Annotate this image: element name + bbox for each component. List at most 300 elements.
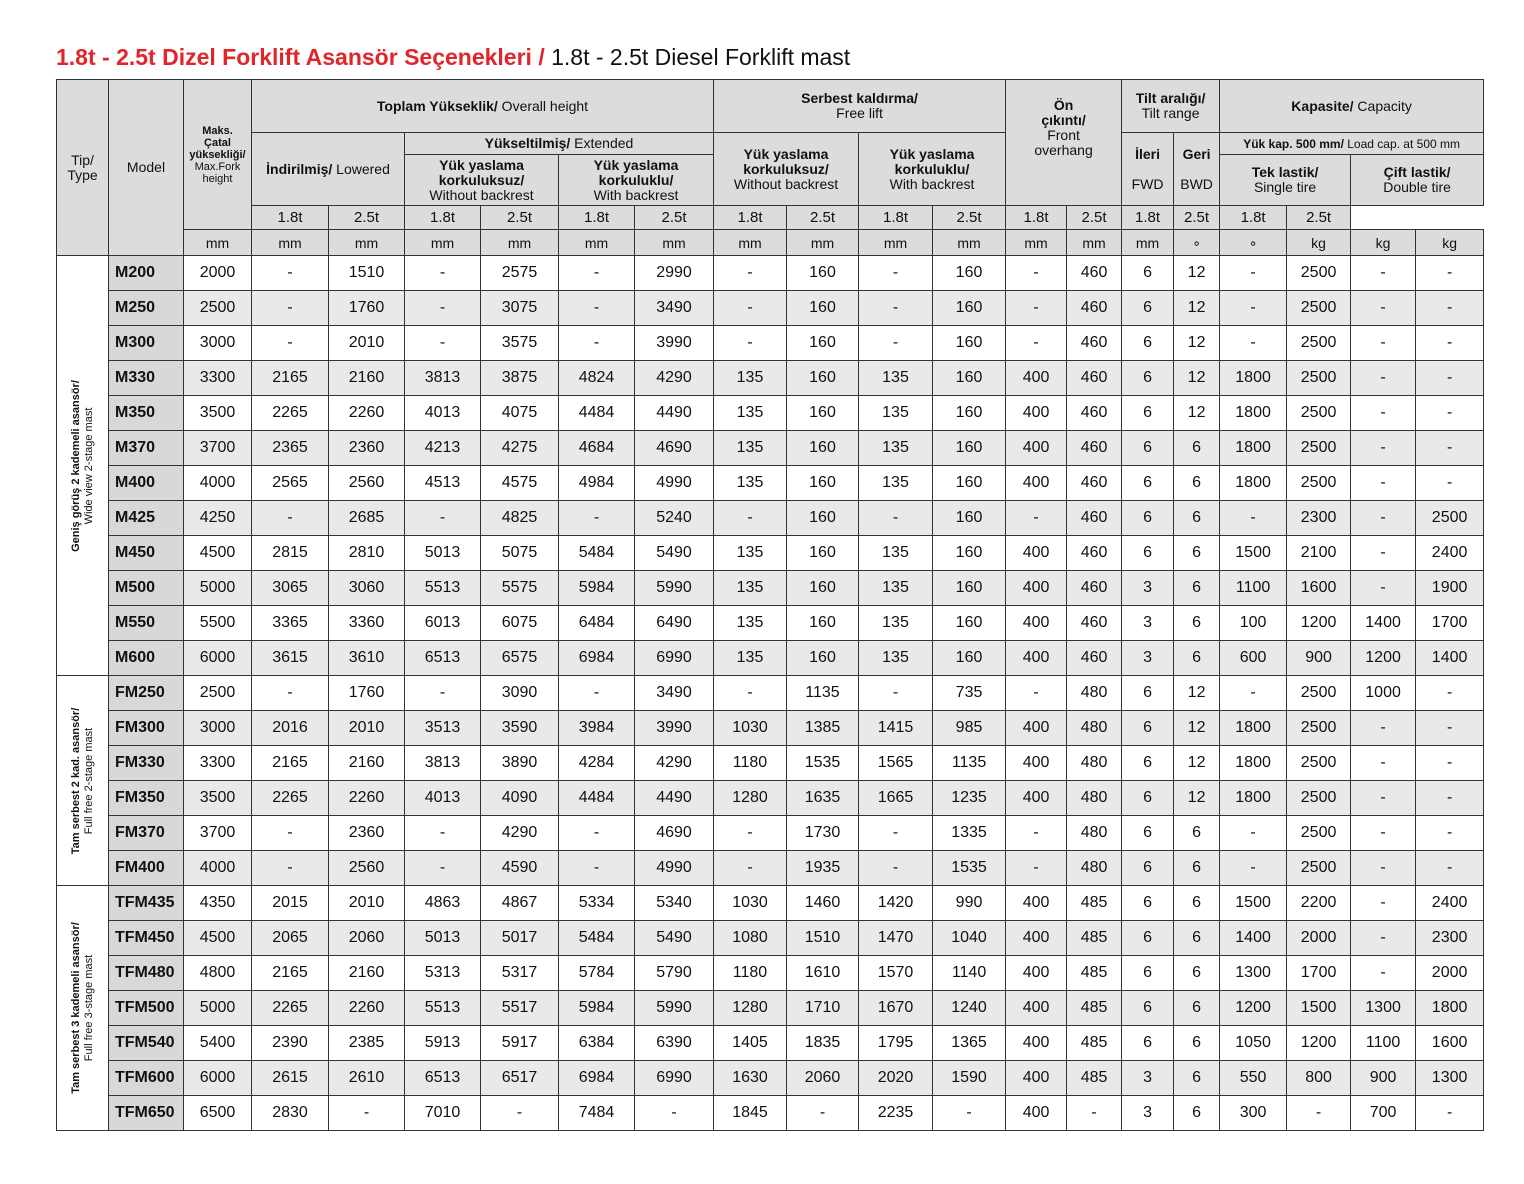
value-cell: 2160 (329, 361, 405, 396)
value-cell: 2500 (1287, 851, 1351, 886)
value-cell: 4000 (184, 466, 252, 501)
group-label-tr: Tam serbest 3 kademeli asansör/ (69, 922, 82, 1094)
value-cell: 1670 (859, 991, 933, 1026)
value-cell: 3990 (635, 326, 714, 361)
value-cell: - (559, 816, 635, 851)
value-cell: 2500 (184, 291, 252, 326)
value-cell: - (1416, 396, 1484, 431)
value-cell: 300 (1220, 1096, 1287, 1131)
value-cell: 1280 (714, 781, 787, 816)
value-cell: 3984 (559, 711, 635, 746)
value-cell: 135 (714, 466, 787, 501)
value-cell: - (252, 816, 329, 851)
value-cell: 3 (1122, 606, 1174, 641)
value-cell: 1240 (933, 991, 1006, 1026)
value-cell: 4484 (559, 781, 635, 816)
value-cell: 3875 (481, 361, 559, 396)
value-cell: 400 (1006, 466, 1067, 501)
model-cell: FM330 (109, 746, 184, 781)
value-cell: - (1220, 676, 1287, 711)
value-cell: 1500 (1287, 991, 1351, 1026)
model-cell: M400 (109, 466, 184, 501)
value-cell: 6 (1122, 991, 1174, 1026)
value-cell: - (714, 326, 787, 361)
value-cell: 460 (1067, 536, 1122, 571)
value-cell: 6000 (184, 641, 252, 676)
value-cell: 6 (1122, 466, 1174, 501)
value-cell: - (1351, 886, 1416, 921)
table-row (57, 326, 1484, 361)
value-cell: 12 (1174, 676, 1220, 711)
value-cell: 2265 (252, 991, 329, 1026)
value-cell: 135 (859, 536, 933, 571)
value-cell: 5575 (481, 571, 559, 606)
value-cell: 6 (1122, 711, 1174, 746)
value-cell: - (787, 1096, 859, 1131)
table-row (57, 641, 1484, 676)
value-cell: 2500 (1287, 711, 1351, 746)
value-cell: 5317 (481, 956, 559, 991)
value-cell: - (252, 291, 329, 326)
table-row (57, 606, 1484, 641)
table-row (57, 396, 1484, 431)
value-cell: 1500 (1220, 886, 1287, 921)
table-row (57, 361, 1484, 396)
value-cell: 160 (933, 466, 1006, 501)
value-cell: - (1351, 851, 1416, 886)
value-cell: - (1220, 326, 1287, 361)
value-cell: 6500 (184, 1096, 252, 1131)
group-label-en: Wide view 2-stage mast (82, 407, 95, 524)
value-cell: 400 (1006, 431, 1067, 466)
value-cell: 460 (1067, 501, 1122, 536)
value-cell: 6 (1122, 781, 1174, 816)
value-cell: 3890 (481, 746, 559, 781)
value-cell: 4075 (481, 396, 559, 431)
value-cell: 6013 (405, 606, 481, 641)
value-cell: 12 (1174, 256, 1220, 291)
value-cell: 6 (1174, 536, 1220, 571)
value-cell: 160 (787, 606, 859, 641)
value-cell: 3500 (184, 396, 252, 431)
value-cell: 2685 (329, 501, 405, 536)
value-cell: - (714, 501, 787, 536)
header-model: Model (109, 80, 184, 256)
value-cell: 4000 (184, 851, 252, 886)
value-cell: 2160 (329, 956, 405, 991)
value-cell: 1415 (859, 711, 933, 746)
value-cell: 400 (1006, 781, 1067, 816)
value-cell: 135 (859, 606, 933, 641)
value-cell: 460 (1067, 361, 1122, 396)
value-cell: - (1220, 256, 1287, 291)
header-capacity: Kapasite/ Capacity (1220, 80, 1484, 133)
value-cell: 160 (933, 501, 1006, 536)
value-cell: 1800 (1220, 746, 1287, 781)
value-cell: 3060 (329, 571, 405, 606)
value-cell: 2000 (184, 256, 252, 291)
header-type: Tip/ Type (57, 80, 109, 256)
group-label-tr: Geniş görüş 2 kademeli asansör/ (69, 379, 82, 552)
value-cell: 1935 (787, 851, 859, 886)
value-cell: 1470 (859, 921, 933, 956)
value-cell: - (405, 816, 481, 851)
value-cell: 2500 (1287, 291, 1351, 326)
value-cell: 2016 (252, 711, 329, 746)
value-cell: 460 (1067, 396, 1122, 431)
group-label-tr: Tam serbest 2 kad. asansör/ (69, 707, 82, 854)
value-cell: 5984 (559, 991, 635, 1026)
value-cell: 2360 (329, 431, 405, 466)
value-cell: 4290 (635, 361, 714, 396)
value-cell: - (1351, 571, 1416, 606)
value-cell: 1570 (859, 956, 933, 991)
value-cell: - (1220, 816, 1287, 851)
table-row (57, 256, 1484, 291)
value-cell: - (1006, 816, 1067, 851)
table-row (57, 851, 1484, 886)
value-cell: - (1006, 676, 1067, 711)
value-cell: 160 (787, 536, 859, 571)
value-cell: - (1006, 291, 1067, 326)
value-cell: - (405, 256, 481, 291)
table-row (57, 886, 1484, 921)
value-cell: 6990 (635, 1061, 714, 1096)
table-row (57, 1096, 1484, 1131)
value-cell: 400 (1006, 711, 1067, 746)
value-cell: - (1220, 291, 1287, 326)
value-cell: 135 (714, 571, 787, 606)
value-cell: - (1287, 1096, 1351, 1131)
value-cell: 2060 (787, 1061, 859, 1096)
value-cell: 2165 (252, 746, 329, 781)
value-cell: 3090 (481, 676, 559, 711)
value-cell: 460 (1067, 466, 1122, 501)
value-cell: - (1006, 256, 1067, 291)
value-cell: 12 (1174, 396, 1220, 431)
value-cell: 5990 (635, 991, 714, 1026)
value-cell: 1100 (1220, 571, 1287, 606)
table-row (57, 816, 1484, 851)
value-cell: 2610 (329, 1061, 405, 1096)
value-cell: 2360 (329, 816, 405, 851)
model-cell: M600 (109, 641, 184, 676)
value-cell: 2400 (1416, 536, 1484, 571)
model-cell: FM300 (109, 711, 184, 746)
value-cell: - (714, 851, 787, 886)
header-front-overhang: Ön çıkıntı/ Front overhang (1006, 80, 1122, 206)
value-cell: 5490 (635, 921, 714, 956)
model-cell: FM400 (109, 851, 184, 886)
table-row (57, 501, 1484, 536)
table-row (57, 431, 1484, 466)
value-cell: - (559, 676, 635, 711)
value-cell: 3575 (481, 326, 559, 361)
value-cell: - (329, 1096, 405, 1131)
value-cell: 160 (933, 396, 1006, 431)
value-cell: 1420 (859, 886, 933, 921)
value-cell: 2265 (252, 781, 329, 816)
value-cell: 4284 (559, 746, 635, 781)
table-row (57, 921, 1484, 956)
value-cell: 1710 (787, 991, 859, 1026)
value-cell: 900 (1287, 641, 1351, 676)
value-cell: 2235 (859, 1096, 933, 1131)
value-cell: 160 (787, 291, 859, 326)
value-cell: 400 (1006, 536, 1067, 571)
value-cell: 6 (1174, 956, 1220, 991)
value-cell: 6 (1122, 326, 1174, 361)
value-cell: 2260 (329, 781, 405, 816)
value-cell: 6 (1174, 466, 1220, 501)
value-cell: 700 (1351, 1096, 1416, 1131)
value-cell: 4990 (635, 466, 714, 501)
value-cell: 1335 (933, 816, 1006, 851)
value-cell: 1235 (933, 781, 1006, 816)
value-cell: 6 (1122, 886, 1174, 921)
model-cell: TFM480 (109, 956, 184, 991)
value-cell: 2400 (1416, 886, 1484, 921)
header-ext-with-backrest: Yük yaslama korkuluklu/ With backrest (559, 155, 714, 206)
value-cell: 1300 (1220, 956, 1287, 991)
value-cell: 160 (933, 641, 1006, 676)
value-cell: 5517 (481, 991, 559, 1026)
table-row (57, 1026, 1484, 1061)
value-cell: 1510 (329, 256, 405, 291)
value-cell: 6 (1122, 676, 1174, 711)
value-cell: 4250 (184, 501, 252, 536)
value-cell: 1300 (1351, 991, 1416, 1026)
group-label-en: Full free 3-stage mast (82, 954, 95, 1062)
value-cell: 2830 (252, 1096, 329, 1131)
value-cell: 1795 (859, 1026, 933, 1061)
header-single-tire: Tek lastik/ Single tire (1220, 155, 1351, 206)
value-cell: 480 (1067, 676, 1122, 711)
value-cell: - (1416, 816, 1484, 851)
value-cell: 480 (1067, 816, 1122, 851)
value-cell: 4684 (559, 431, 635, 466)
value-cell: 1030 (714, 886, 787, 921)
header-units-row: mm mm mm mm mm mm mm mm mm mm mm mm mm mm ∘ ∘ kg kg kg (57, 230, 1484, 256)
page-title (56, 44, 850, 71)
value-cell: 6 (1122, 291, 1174, 326)
value-cell: - (1351, 291, 1416, 326)
value-cell: 160 (787, 396, 859, 431)
value-cell: 4500 (184, 536, 252, 571)
value-cell: 460 (1067, 606, 1122, 641)
value-cell: 5490 (635, 536, 714, 571)
value-cell: 5484 (559, 536, 635, 571)
value-cell: 1800 (1220, 466, 1287, 501)
value-cell: 400 (1006, 396, 1067, 431)
value-cell: - (1416, 1096, 1484, 1131)
value-cell: 6384 (559, 1026, 635, 1061)
value-cell: 4290 (481, 816, 559, 851)
value-cell: 6000 (184, 1061, 252, 1096)
value-cell: 1800 (1220, 711, 1287, 746)
header-load-cap: Yük kap. 500 mm/ Load cap. at 500 mm (1220, 133, 1484, 155)
value-cell: 5240 (635, 501, 714, 536)
value-cell: 2500 (1287, 431, 1351, 466)
value-cell: 135 (714, 606, 787, 641)
value-cell: 485 (1067, 886, 1122, 921)
value-cell: 4990 (635, 851, 714, 886)
value-cell: - (933, 1096, 1006, 1131)
value-cell: 4513 (405, 466, 481, 501)
value-cell: 6490 (635, 606, 714, 641)
value-cell: 3000 (184, 326, 252, 361)
value-cell: - (1351, 711, 1416, 746)
value-cell: 5017 (481, 921, 559, 956)
value-cell: 3610 (329, 641, 405, 676)
value-cell: 2100 (1287, 536, 1351, 571)
value-cell: 5917 (481, 1026, 559, 1061)
value-cell: 2500 (1287, 781, 1351, 816)
value-cell: 6390 (635, 1026, 714, 1061)
value-cell: 4500 (184, 921, 252, 956)
value-cell: 400 (1006, 956, 1067, 991)
value-cell: - (405, 291, 481, 326)
value-cell: 1635 (787, 781, 859, 816)
value-cell: - (559, 256, 635, 291)
value-cell: 4013 (405, 396, 481, 431)
model-cell: M300 (109, 326, 184, 361)
value-cell: 6 (1122, 816, 1174, 851)
value-cell: 3 (1122, 641, 1174, 676)
model-cell: FM250 (109, 676, 184, 711)
value-cell: - (859, 851, 933, 886)
value-cell: 5400 (184, 1026, 252, 1061)
value-cell: - (714, 816, 787, 851)
table-row (57, 711, 1484, 746)
value-cell: - (859, 676, 933, 711)
title-english: 1.8t - 2.5t Diesel Forklift mast (551, 44, 851, 70)
value-cell: 5075 (481, 536, 559, 571)
value-cell: 4350 (184, 886, 252, 921)
value-cell: 485 (1067, 991, 1122, 1026)
value-cell: 2560 (329, 851, 405, 886)
header-ext-without-backrest: Yük yaslama korkuluksuz/ Without backrest (405, 155, 559, 206)
value-cell: 1460 (787, 886, 859, 921)
header-tilt-range: Tilt aralığı/ Tilt range (1122, 80, 1220, 133)
model-cell: M250 (109, 291, 184, 326)
value-cell: 6075 (481, 606, 559, 641)
value-cell: 4825 (481, 501, 559, 536)
value-cell: 900 (1351, 1061, 1416, 1096)
model-cell: M200 (109, 256, 184, 291)
table-row (57, 746, 1484, 781)
value-cell: 7010 (405, 1096, 481, 1131)
value-cell: - (1351, 921, 1416, 956)
value-cell: 6 (1174, 886, 1220, 921)
value-cell: 2065 (252, 921, 329, 956)
value-cell: 3990 (635, 711, 714, 746)
value-cell: 2500 (1287, 466, 1351, 501)
value-cell: 400 (1006, 1061, 1067, 1096)
value-cell: 1100 (1351, 1026, 1416, 1061)
value-cell: 3 (1122, 1061, 1174, 1096)
value-cell: 2500 (1287, 326, 1351, 361)
value-cell: 160 (933, 361, 1006, 396)
value-cell: 2010 (329, 886, 405, 921)
value-cell: 1135 (787, 676, 859, 711)
value-cell: - (714, 256, 787, 291)
value-cell: 990 (933, 886, 1006, 921)
mast-group-label (57, 676, 109, 886)
table-row (57, 676, 1484, 711)
value-cell: 460 (1067, 641, 1122, 676)
model-cell: M370 (109, 431, 184, 466)
value-cell: 4800 (184, 956, 252, 991)
value-cell: 2365 (252, 431, 329, 466)
value-cell: 2500 (1287, 256, 1351, 291)
value-cell: 4690 (635, 431, 714, 466)
value-cell: 400 (1006, 606, 1067, 641)
value-cell: 3300 (184, 361, 252, 396)
value-cell: 160 (933, 606, 1006, 641)
model-cell: TFM450 (109, 921, 184, 956)
model-cell: TFM600 (109, 1061, 184, 1096)
value-cell: - (405, 851, 481, 886)
value-cell: 1400 (1220, 921, 1287, 956)
header-free-with-backrest: Yük yaslama korkuluklu/ With backrest (859, 133, 1006, 206)
value-cell: 6517 (481, 1061, 559, 1096)
value-cell: 400 (1006, 921, 1067, 956)
value-cell: 2000 (1287, 921, 1351, 956)
value-cell: 2010 (329, 326, 405, 361)
value-cell: - (1416, 256, 1484, 291)
value-cell: 5013 (405, 536, 481, 571)
value-cell: 1050 (1220, 1026, 1287, 1061)
value-cell: 6 (1122, 256, 1174, 291)
value-cell: 1800 (1220, 431, 1287, 466)
value-cell: 480 (1067, 851, 1122, 886)
table-row (57, 991, 1484, 1026)
value-cell: 160 (933, 291, 1006, 326)
value-cell: - (1416, 361, 1484, 396)
value-cell: 1800 (1416, 991, 1484, 1026)
value-cell: 1610 (787, 956, 859, 991)
value-cell: 6 (1174, 606, 1220, 641)
value-cell: - (859, 816, 933, 851)
value-cell: 2020 (859, 1061, 933, 1096)
value-cell: 160 (787, 641, 859, 676)
value-cell: 460 (1067, 256, 1122, 291)
value-cell: 2060 (329, 921, 405, 956)
value-cell: - (559, 291, 635, 326)
value-cell: - (1416, 851, 1484, 886)
value-cell: 2300 (1416, 921, 1484, 956)
value-cell: - (252, 501, 329, 536)
value-cell: - (1351, 781, 1416, 816)
value-cell: 6 (1174, 851, 1220, 886)
value-cell: 3300 (184, 746, 252, 781)
value-cell: 1630 (714, 1061, 787, 1096)
value-cell: 1700 (1287, 956, 1351, 991)
value-cell: - (714, 291, 787, 326)
value-cell: 6 (1122, 1026, 1174, 1061)
value-cell: - (1351, 431, 1416, 466)
value-cell: 4275 (481, 431, 559, 466)
value-cell: 1200 (1287, 1026, 1351, 1061)
value-cell: 2265 (252, 396, 329, 431)
value-cell: 1140 (933, 956, 1006, 991)
value-cell: 480 (1067, 746, 1122, 781)
value-cell: 12 (1174, 781, 1220, 816)
value-cell: 2500 (1287, 676, 1351, 711)
value-cell: 135 (859, 641, 933, 676)
value-cell: 480 (1067, 781, 1122, 816)
